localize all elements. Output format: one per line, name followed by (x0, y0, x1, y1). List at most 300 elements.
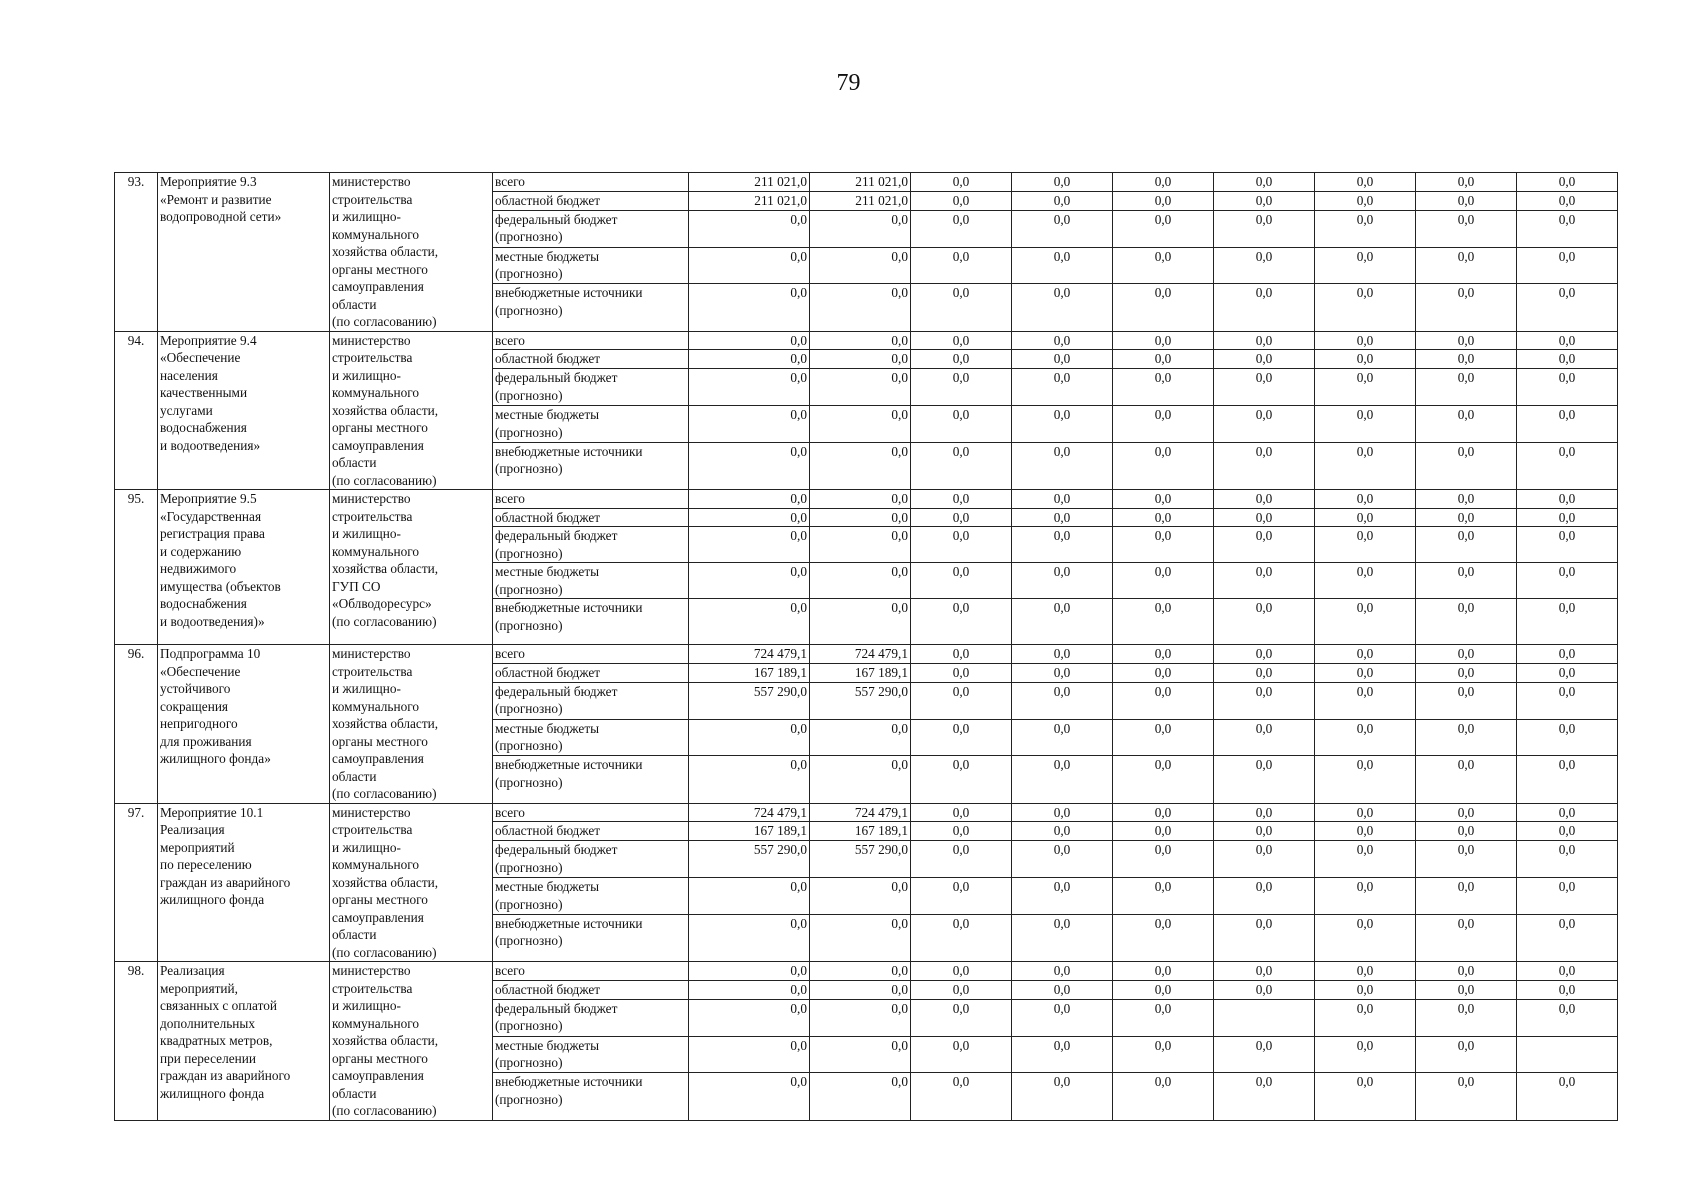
value-cell: 0,0 (1315, 406, 1416, 443)
funding-source-label: всего (493, 173, 689, 192)
value-cell: 0,0 (911, 563, 1012, 599)
value-cell: 167 189,1 (689, 663, 810, 682)
value-cell: 0,0 (1315, 980, 1416, 999)
value-cell: 0,0 (810, 508, 911, 527)
value-cell: 0,0 (1214, 914, 1315, 961)
value-cell: 0,0 (1315, 247, 1416, 284)
value-cell: 724 479,1 (689, 645, 810, 664)
value-cell: 0,0 (1012, 563, 1113, 599)
value-cell: 0,0 (911, 490, 1012, 509)
value-cell: 0,0 (1113, 878, 1214, 915)
value-cell: 0,0 (911, 331, 1012, 350)
value-cell: 0,0 (1517, 980, 1618, 999)
value-cell: 0,0 (1012, 756, 1113, 803)
value-cell: 0,0 (689, 980, 810, 999)
funding-source-label: областной бюджет (493, 191, 689, 210)
value-cell: 0,0 (1315, 756, 1416, 803)
value-cell: 0,0 (1517, 191, 1618, 210)
value-cell: 0,0 (1517, 1073, 1618, 1120)
value-cell: 0,0 (1113, 527, 1214, 563)
value-cell: 0,0 (1517, 822, 1618, 841)
value-cell: 724 479,1 (810, 803, 911, 822)
funding-source-label: внебюджетные источники (прогнозно) (493, 1073, 689, 1120)
value-cell: 0,0 (1113, 508, 1214, 527)
value-cell: 0,0 (1113, 962, 1214, 981)
value-cell: 0,0 (1113, 599, 1214, 645)
value-cell: 0,0 (1416, 1073, 1517, 1120)
value-cell: 0,0 (911, 191, 1012, 210)
value-cell: 0,0 (911, 1036, 1012, 1073)
value-cell: 0,0 (1012, 645, 1113, 664)
value-cell: 0,0 (911, 173, 1012, 192)
value-cell: 0,0 (810, 369, 911, 406)
value-cell: 0,0 (1214, 1036, 1315, 1073)
value-cell: 0,0 (1517, 442, 1618, 489)
value-cell: 0,0 (1416, 803, 1517, 822)
value-cell: 167 189,1 (810, 663, 911, 682)
value-cell: 0,0 (1012, 284, 1113, 331)
value-cell: 0,0 (1517, 490, 1618, 509)
value-cell: 0,0 (1416, 191, 1517, 210)
row-index: 97. (115, 803, 158, 962)
funding-source-label: федеральный бюджет (прогнозно) (493, 841, 689, 878)
value-cell: 0,0 (689, 914, 810, 961)
value-cell (1517, 1036, 1618, 1073)
value-cell: 0,0 (1113, 331, 1214, 350)
value-cell: 0,0 (1012, 599, 1113, 645)
value-cell: 0,0 (1113, 284, 1214, 331)
value-cell: 0,0 (1416, 1036, 1517, 1073)
value-cell: 0,0 (1315, 490, 1416, 509)
value-cell: 724 479,1 (810, 645, 911, 664)
value-cell: 0,0 (1416, 756, 1517, 803)
value-cell: 0,0 (810, 350, 911, 369)
value-cell: 0,0 (1416, 914, 1517, 961)
value-cell: 0,0 (1517, 719, 1618, 756)
value-cell: 0,0 (1517, 508, 1618, 527)
value-cell: 0,0 (1315, 173, 1416, 192)
value-cell: 0,0 (689, 1036, 810, 1073)
value-cell: 0,0 (1315, 599, 1416, 645)
value-cell: 0,0 (1315, 803, 1416, 822)
value-cell: 0,0 (1416, 527, 1517, 563)
value-cell: 0,0 (1012, 663, 1113, 682)
value-cell: 557 290,0 (689, 682, 810, 719)
executor-name: министерство строительства и жилищно- коммунального хозяйства области, органы местного самоуправления области (по согласованию) (330, 645, 493, 804)
funding-source-label: внебюджетные источники (прогнозно) (493, 284, 689, 331)
executor-name: министерство строительства и жилищно- коммунального хозяйства области, органы местного самоуправления области (по согласованию) (330, 331, 493, 490)
value-cell: 0,0 (810, 406, 911, 443)
funding-source-label: областной бюджет (493, 350, 689, 369)
value-cell: 0,0 (1214, 442, 1315, 489)
value-cell: 0,0 (689, 508, 810, 527)
value-cell: 0,0 (911, 442, 1012, 489)
value-cell: 0,0 (1012, 878, 1113, 915)
value-cell: 0,0 (1517, 645, 1618, 664)
value-cell: 0,0 (1012, 406, 1113, 443)
value-cell: 0,0 (810, 284, 911, 331)
value-cell: 0,0 (1517, 682, 1618, 719)
funding-source-label: областной бюджет (493, 508, 689, 527)
value-cell: 0,0 (1113, 682, 1214, 719)
value-cell: 0,0 (810, 962, 911, 981)
value-cell: 0,0 (1416, 878, 1517, 915)
funding-source-label: всего (493, 645, 689, 664)
measure-name: Мероприятие 9.3 «Ремонт и развитие водопроводной сети» (158, 173, 330, 332)
value-cell: 0,0 (1517, 527, 1618, 563)
value-cell: 211 021,0 (810, 191, 911, 210)
value-cell: 0,0 (810, 999, 911, 1036)
value-cell: 0,0 (1315, 210, 1416, 247)
executor-name: министерство строительства и жилищно- коммунального хозяйства области, органы местного самоуправления области (по согласованию) (330, 962, 493, 1121)
value-cell: 0,0 (1416, 822, 1517, 841)
value-cell: 0,0 (689, 247, 810, 284)
value-cell: 0,0 (1315, 682, 1416, 719)
value-cell: 0,0 (911, 663, 1012, 682)
value-cell: 0,0 (1214, 878, 1315, 915)
value-cell: 557 290,0 (810, 841, 911, 878)
value-cell: 0,0 (810, 331, 911, 350)
funding-source-label: всего (493, 803, 689, 822)
value-cell: 0,0 (810, 563, 911, 599)
row-index: 93. (115, 173, 158, 332)
value-cell: 0,0 (1416, 719, 1517, 756)
value-cell: 0,0 (689, 756, 810, 803)
value-cell: 0,0 (1416, 173, 1517, 192)
value-cell: 0,0 (1517, 173, 1618, 192)
value-cell: 0,0 (911, 406, 1012, 443)
page-number: 79 (836, 70, 861, 96)
value-cell: 0,0 (911, 822, 1012, 841)
value-cell: 0,0 (1315, 284, 1416, 331)
value-cell: 0,0 (1416, 406, 1517, 443)
budget-table (114, 172, 1618, 1121)
funding-source-label: областной бюджет (493, 822, 689, 841)
funding-source-label: внебюджетные источники (прогнозно) (493, 914, 689, 961)
value-cell: 0,0 (689, 284, 810, 331)
value-cell: 0,0 (1012, 1073, 1113, 1120)
value-cell: 0,0 (1517, 663, 1618, 682)
value-cell: 0,0 (810, 490, 911, 509)
funding-source-label: федеральный бюджет (прогнозно) (493, 527, 689, 563)
value-cell: 0,0 (1113, 999, 1214, 1036)
value-cell: 0,0 (1416, 210, 1517, 247)
value-cell: 0,0 (1416, 508, 1517, 527)
value-cell: 0,0 (911, 247, 1012, 284)
value-cell: 0,0 (689, 527, 810, 563)
executor-name: министерство строительства и жилищно- коммунального хозяйства области, органы местного самоуправления области (по согласованию) (330, 173, 493, 332)
table-row (115, 490, 1618, 509)
value-cell: 0,0 (1416, 247, 1517, 284)
value-cell: 0,0 (1214, 645, 1315, 664)
value-cell: 0,0 (1113, 490, 1214, 509)
value-cell: 0,0 (1012, 999, 1113, 1036)
value-cell: 0,0 (911, 527, 1012, 563)
value-cell: 0,0 (911, 999, 1012, 1036)
value-cell: 0,0 (1214, 1073, 1315, 1120)
table-row (115, 803, 1618, 822)
value-cell: 0,0 (1012, 490, 1113, 509)
value-cell: 0,0 (1315, 563, 1416, 599)
value-cell: 0,0 (1012, 508, 1113, 527)
value-cell: 0,0 (1214, 284, 1315, 331)
value-cell: 0,0 (1517, 284, 1618, 331)
value-cell: 0,0 (1012, 822, 1113, 841)
value-cell: 0,0 (810, 1073, 911, 1120)
value-cell: 0,0 (1012, 962, 1113, 981)
value-cell: 0,0 (1113, 980, 1214, 999)
value-cell: 0,0 (911, 508, 1012, 527)
value-cell: 0,0 (1315, 1073, 1416, 1120)
value-cell: 0,0 (1315, 841, 1416, 878)
value-cell: 0,0 (1214, 527, 1315, 563)
value-cell: 0,0 (1214, 247, 1315, 284)
table-row (115, 173, 1618, 192)
value-cell: 0,0 (911, 719, 1012, 756)
value-cell: 0,0 (1012, 803, 1113, 822)
value-cell: 0,0 (1214, 490, 1315, 509)
value-cell: 0,0 (911, 369, 1012, 406)
value-cell: 0,0 (810, 527, 911, 563)
value-cell: 0,0 (1214, 406, 1315, 443)
measure-name: Мероприятие 9.4 «Обеспечение населения качественными услугами водоснабжения и водоотведения» (158, 331, 330, 490)
funding-source-label: местные бюджеты (прогнозно) (493, 878, 689, 915)
measure-name: Мероприятие 9.5 «Государственная регистрация права и содержанию недвижимого имущества (объектов водоснабжения и водоотведения)» (158, 490, 330, 645)
value-cell: 0,0 (1315, 350, 1416, 369)
funding-source-label: местные бюджеты (прогнозно) (493, 1036, 689, 1073)
row-index: 94. (115, 331, 158, 490)
value-cell: 0,0 (911, 756, 1012, 803)
value-cell: 0,0 (1113, 406, 1214, 443)
value-cell: 211 021,0 (689, 173, 810, 192)
value-cell: 0,0 (689, 1073, 810, 1120)
value-cell: 0,0 (1416, 284, 1517, 331)
value-cell: 0,0 (1214, 822, 1315, 841)
value-cell: 0,0 (1012, 719, 1113, 756)
value-cell: 211 021,0 (689, 191, 810, 210)
value-cell: 0,0 (1214, 210, 1315, 247)
value-cell: 0,0 (1214, 599, 1315, 645)
value-cell: 0,0 (1012, 369, 1113, 406)
value-cell: 0,0 (1214, 719, 1315, 756)
value-cell: 0,0 (810, 756, 911, 803)
value-cell: 0,0 (1214, 663, 1315, 682)
value-cell: 0,0 (689, 719, 810, 756)
value-cell: 0,0 (911, 645, 1012, 664)
value-cell: 0,0 (1113, 841, 1214, 878)
value-cell: 0,0 (1012, 442, 1113, 489)
funding-source-label: местные бюджеты (прогнозно) (493, 719, 689, 756)
value-cell: 0,0 (1214, 682, 1315, 719)
value-cell: 0,0 (689, 878, 810, 915)
value-cell: 0,0 (1012, 350, 1113, 369)
value-cell: 0,0 (1214, 756, 1315, 803)
value-cell: 0,0 (810, 210, 911, 247)
value-cell: 0,0 (1214, 191, 1315, 210)
funding-source-label: внебюджетные источники (прогнозно) (493, 599, 689, 645)
value-cell: 0,0 (689, 406, 810, 443)
value-cell: 0,0 (911, 962, 1012, 981)
value-cell: 0,0 (1517, 210, 1618, 247)
value-cell: 0,0 (1517, 962, 1618, 981)
funding-source-label: местные бюджеты (прогнозно) (493, 406, 689, 443)
value-cell: 0,0 (1315, 719, 1416, 756)
value-cell: 0,0 (1315, 962, 1416, 981)
funding-source-label: областной бюджет (493, 980, 689, 999)
value-cell: 0,0 (1214, 803, 1315, 822)
value-cell: 0,0 (1113, 719, 1214, 756)
measure-name: Реализация мероприятий, связанных с оплатой дополнительных квадратных метров, при переселении граждан из аварийного жилищного фонда (158, 962, 330, 1121)
value-cell: 0,0 (1113, 803, 1214, 822)
row-index: 95. (115, 490, 158, 645)
value-cell: 0,0 (1416, 563, 1517, 599)
value-cell: 0,0 (1113, 663, 1214, 682)
value-cell: 0,0 (911, 980, 1012, 999)
value-cell: 0,0 (1012, 914, 1113, 961)
value-cell: 0,0 (689, 369, 810, 406)
value-cell: 0,0 (1113, 350, 1214, 369)
value-cell: 724 479,1 (689, 803, 810, 822)
funding-source-label: местные бюджеты (прогнозно) (493, 563, 689, 599)
value-cell: 0,0 (1315, 645, 1416, 664)
value-cell: 0,0 (810, 914, 911, 961)
value-cell: 0,0 (689, 331, 810, 350)
value-cell: 0,0 (1214, 563, 1315, 599)
funding-source-label: местные бюджеты (прогнозно) (493, 247, 689, 284)
funding-source-label: всего (493, 962, 689, 981)
value-cell: 0,0 (1416, 645, 1517, 664)
value-cell: 0,0 (1517, 406, 1618, 443)
funding-source-label: всего (493, 331, 689, 350)
value-cell: 0,0 (1113, 210, 1214, 247)
value-cell: 0,0 (810, 980, 911, 999)
value-cell: 0,0 (1113, 247, 1214, 284)
value-cell: 0,0 (1012, 527, 1113, 563)
value-cell: 0,0 (689, 350, 810, 369)
value-cell: 0,0 (689, 210, 810, 247)
value-cell: 0,0 (1416, 331, 1517, 350)
value-cell: 0,0 (911, 599, 1012, 645)
funding-source-label: федеральный бюджет (прогнозно) (493, 210, 689, 247)
value-cell: 0,0 (1315, 331, 1416, 350)
value-cell: 0,0 (911, 682, 1012, 719)
value-cell: 0,0 (810, 247, 911, 284)
value-cell: 0,0 (689, 962, 810, 981)
value-cell: 0,0 (1517, 331, 1618, 350)
value-cell: 0,0 (1012, 247, 1113, 284)
value-cell: 0,0 (911, 350, 1012, 369)
table-row (115, 331, 1618, 350)
value-cell: 0,0 (810, 1036, 911, 1073)
value-cell: 167 189,1 (810, 822, 911, 841)
value-cell: 0,0 (1315, 369, 1416, 406)
value-cell: 0,0 (1214, 508, 1315, 527)
value-cell: 0,0 (1214, 173, 1315, 192)
value-cell: 0,0 (911, 914, 1012, 961)
funding-source-label: федеральный бюджет (прогнозно) (493, 369, 689, 406)
value-cell: 557 290,0 (689, 841, 810, 878)
value-cell: 211 021,0 (810, 173, 911, 192)
value-cell: 0,0 (1113, 914, 1214, 961)
value-cell: 0,0 (1113, 645, 1214, 664)
measure-name: Подпрограмма 10 «Обеспечение устойчивого сокращения непригодного для проживания жилищного фонда» (158, 645, 330, 804)
value-cell: 0,0 (689, 490, 810, 509)
table-row (115, 962, 1618, 981)
table-row (115, 645, 1618, 664)
value-cell: 0,0 (1315, 914, 1416, 961)
value-cell: 0,0 (1416, 999, 1517, 1036)
funding-source-label: областной бюджет (493, 663, 689, 682)
value-cell: 0,0 (689, 442, 810, 489)
value-cell: 0,0 (1517, 599, 1618, 645)
value-cell: 0,0 (1315, 822, 1416, 841)
value-cell: 0,0 (1214, 962, 1315, 981)
value-cell (1214, 999, 1315, 1036)
value-cell: 0,0 (1416, 599, 1517, 645)
value-cell: 0,0 (1214, 841, 1315, 878)
value-cell: 0,0 (1416, 490, 1517, 509)
value-cell: 0,0 (1012, 191, 1113, 210)
value-cell: 0,0 (911, 1073, 1012, 1120)
value-cell: 0,0 (1517, 999, 1618, 1036)
value-cell: 0,0 (810, 442, 911, 489)
value-cell: 0,0 (1113, 1036, 1214, 1073)
funding-source-label: всего (493, 490, 689, 509)
value-cell: 0,0 (911, 878, 1012, 915)
value-cell: 0,0 (1517, 841, 1618, 878)
value-cell: 0,0 (810, 878, 911, 915)
value-cell: 0,0 (1113, 442, 1214, 489)
funding-source-label: внебюджетные источники (прогнозно) (493, 756, 689, 803)
value-cell: 0,0 (1113, 369, 1214, 406)
value-cell: 0,0 (1214, 331, 1315, 350)
row-index: 98. (115, 962, 158, 1121)
value-cell: 0,0 (1517, 350, 1618, 369)
executor-name: министерство строительства и жилищно- коммунального хозяйства области, ГУП СО «Облводоресурс» (по согласованию) (330, 490, 493, 645)
value-cell: 0,0 (1315, 508, 1416, 527)
value-cell: 0,0 (911, 284, 1012, 331)
value-cell: 0,0 (911, 803, 1012, 822)
value-cell: 0,0 (1012, 173, 1113, 192)
value-cell: 0,0 (1214, 350, 1315, 369)
value-cell: 0,0 (1012, 682, 1113, 719)
value-cell: 0,0 (1416, 682, 1517, 719)
value-cell: 0,0 (911, 210, 1012, 247)
measure-name: Мероприятие 10.1 Реализация мероприятий по переселению граждан из аварийного жилищного фонда (158, 803, 330, 962)
funding-source-label: федеральный бюджет (прогнозно) (493, 999, 689, 1036)
value-cell: 0,0 (1517, 369, 1618, 406)
value-cell: 0,0 (1416, 841, 1517, 878)
value-cell: 0,0 (1416, 663, 1517, 682)
value-cell: 0,0 (1315, 527, 1416, 563)
value-cell: 0,0 (1214, 369, 1315, 406)
value-cell: 0,0 (1113, 822, 1214, 841)
value-cell: 0,0 (1517, 878, 1618, 915)
value-cell: 0,0 (1113, 563, 1214, 599)
value-cell: 0,0 (1416, 369, 1517, 406)
value-cell: 0,0 (1113, 1073, 1214, 1120)
value-cell: 0,0 (1012, 331, 1113, 350)
value-cell: 0,0 (1416, 962, 1517, 981)
value-cell: 0,0 (1517, 756, 1618, 803)
value-cell: 167 189,1 (689, 822, 810, 841)
executor-name: министерство строительства и жилищно- коммунального хозяйства области, органы местного самоуправления области (по согласованию) (330, 803, 493, 962)
value-cell: 0,0 (1012, 841, 1113, 878)
value-cell: 0,0 (1517, 247, 1618, 284)
value-cell: 0,0 (1113, 173, 1214, 192)
value-cell: 0,0 (1012, 210, 1113, 247)
value-cell: 0,0 (1315, 1036, 1416, 1073)
